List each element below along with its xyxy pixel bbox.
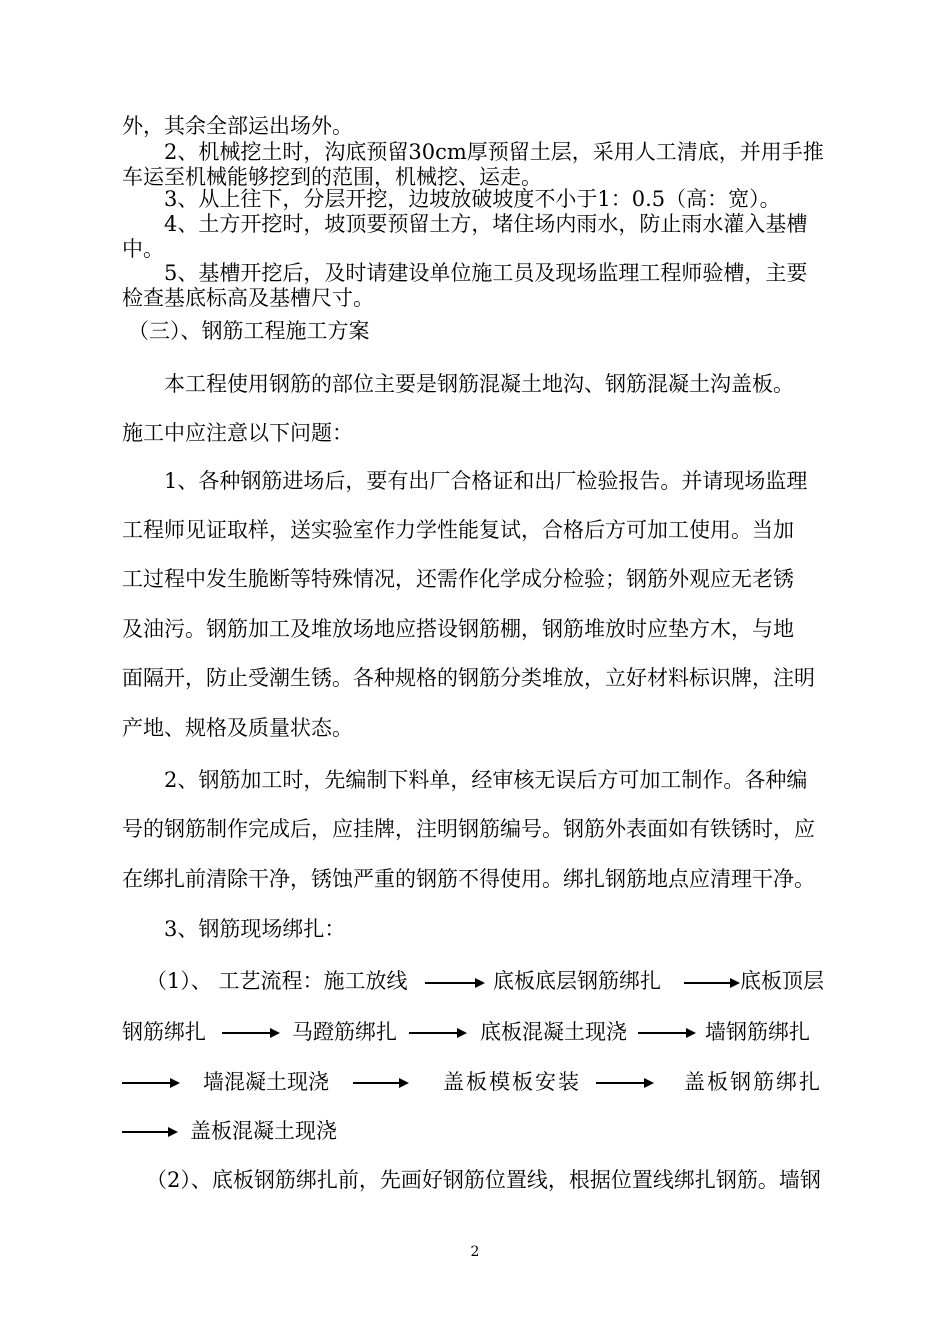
flow-arrow-icon bbox=[122, 1077, 180, 1089]
text-line: 面隔开，防止受潮生锈。各种规格的钢筋分类堆放，立好材料标识牌，注明 bbox=[122, 666, 815, 690]
text-line: 号的钢筋制作完成后，应挂牌，注明钢筋编号。钢筋外表面如有铁锈时，应 bbox=[122, 817, 815, 841]
text-line: 3、钢筋现场绑扎： bbox=[164, 917, 346, 941]
text-line: 本工程使用钢筋的部位主要是钢筋混凝土地沟、钢筋混凝土沟盖板。 bbox=[164, 372, 794, 396]
text-line: 外，其余全部运出场外。 bbox=[122, 114, 353, 138]
page-number: 2 bbox=[470, 1244, 480, 1260]
text-line: 2、机械挖土时，沟底预留30cm厚预留土层，采用人工清底，并用手推 bbox=[164, 140, 824, 164]
text-line: 1、各种钢筋进场后，要有出厂合格证和出厂检验报告。并请现场监理 bbox=[164, 469, 808, 493]
flow-arrow-icon bbox=[638, 1027, 696, 1039]
text-line: 产地、规格及质量状态。 bbox=[122, 716, 353, 740]
flow-step: 盖板模板安装 bbox=[443, 1070, 581, 1094]
text-line: 及油污。钢筋加工及堆放场地应搭设钢筋棚，钢筋堆放时应垫方木，与地 bbox=[122, 617, 794, 641]
text-line: 车运至机械能够挖到的范围，机械挖、运走。 bbox=[122, 165, 542, 189]
text-line: 工程师见证取样，送实验室作力学性能复试，合格后方可加工使用。当加 bbox=[122, 518, 794, 542]
flow-arrow-icon bbox=[222, 1027, 280, 1039]
flow-step: 盖板混凝土现浇 bbox=[190, 1119, 337, 1143]
text-line: 工过程中发生脆断等特殊情况，还需作化学成分检验；钢筋外观应无老锈 bbox=[122, 567, 794, 591]
flow-step: 马蹬筋绑扎 bbox=[292, 1020, 397, 1044]
flow-prefix: （1）、 工艺流程：施工放线 bbox=[146, 969, 408, 993]
text-line: 施工中应注意以下问题： bbox=[122, 421, 353, 445]
text-line: 5、基槽开挖后，及时请建设单位施工员及现场监理工程师验槽，主要 bbox=[164, 261, 808, 285]
text-line: 2、钢筋加工时，先编制下料单，经审核无误后方可加工制作。各种编 bbox=[164, 768, 808, 792]
flow-arrow-icon bbox=[596, 1077, 654, 1089]
flow-step: 盖板钢筋绑扎 bbox=[684, 1070, 822, 1094]
text-line: 4、土方开挖时，坡顶要预留土方，堵住场内雨水，防止雨水灌入基槽 bbox=[164, 212, 808, 236]
flow-step: 底板底层钢筋绑扎 bbox=[493, 969, 661, 993]
flow-arrow-icon bbox=[122, 1126, 178, 1138]
flow-step: 底板顶层 bbox=[740, 969, 824, 993]
flow-arrow-icon bbox=[425, 977, 485, 989]
flow-step: 底板混凝土现浇 bbox=[480, 1020, 627, 1044]
text-line: （2）、底板钢筋绑扎前，先画好钢筋位置线，根据位置线绑扎钢筋。墙钢 bbox=[146, 1168, 821, 1192]
flow-arrow-icon bbox=[409, 1027, 467, 1039]
flow-arrow-icon bbox=[353, 1077, 409, 1089]
text-line: 在绑扎前清除干净，锈蚀严重的钢筋不得使用。绑扎钢筋地点应清理干净。 bbox=[122, 867, 815, 891]
text-line: 中。 bbox=[122, 237, 164, 261]
text-line: 3、从上往下，分层开挖，边坡放破坡度不小于1：0.5（高：宽）。 bbox=[164, 187, 781, 211]
flow-step: 墙钢筋绑扎 bbox=[705, 1020, 810, 1044]
text-line: 检查基底标高及基槽尺寸。 bbox=[122, 286, 374, 310]
flow-step: 墙混凝土现浇 bbox=[203, 1070, 329, 1094]
flow-arrow-icon bbox=[684, 977, 740, 989]
section-heading: （三）、钢筋工程施工方案 bbox=[128, 319, 370, 343]
flow-step: 钢筋绑扎 bbox=[122, 1020, 206, 1044]
